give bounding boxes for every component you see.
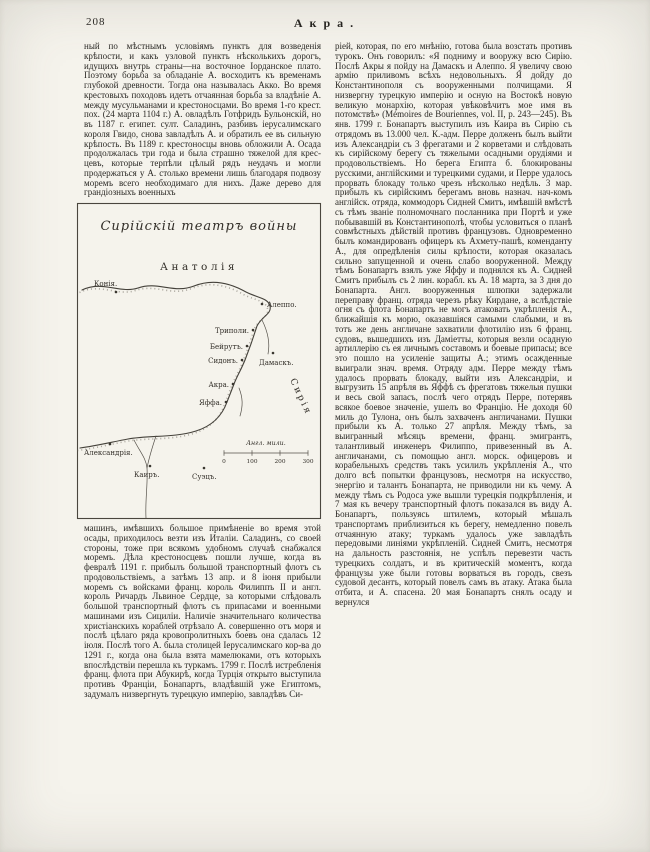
map-label-cairo: Каиръ. [134,471,160,479]
map-label-tripoli: Триполи. [214,327,249,335]
right-column-text: ріей, которая, по его мнѣнію, готова была возстать противъ турокъ. Онъ говорилъ: «Я подниму и вооружу всю Сирію. Послѣ Акры я пойду на Дамаскъ и Алеппо. Я увеличу свою армію приливомъ всѣхъ недовольныхъ. Я дойду до Константинополя съ вооруженными полчищами. Я низвергну турецкую имперію и осную на Востокѣ новую великую монархію, которая увѣковѣчитъ мое имя въ потомствѣ» (Mémoires de Bouriennes, vol. II, p. 243—245). Въ янв. 1799 г. Бонапартъ выступилъ изъ Каира въ Сирію съ отрядомъ въ 13.000 чел. К.-адм. Перре долженъ былъ выйти изъ Александріи съ 3 фрегатами и 2 корветами и слѣдовать къ сирійскому берегу съ тяжелыми осадными орудіями и продовольствіемъ. Но берега Египта б. блокированы русскими, англійскими и турецкими судами, и Перре удалось прорвать блокаду только чрезъ нѣсколько недѣль. 3 мар. прибылъ къ сирійскимъ берегамъ вновь назнач. нач-комъ англійск. отряда, коммодоръ Сидней Смитъ, имѣвшій вмѣстѣ съ тѣмъ званіе полномочнаго посланника при Портѣ и уже побывавшій въ Константинополѣ, чтобы условиться о планѣ совмѣстныхъ дѣйствій противъ французовъ. Одновременно былъ командированъ офицеръ къ Ахмету-пашѣ, коменданту А., для опредѣленія силы крѣпости, которая оказалась сильно запущенной и очень слабо вооруженной. Между тѣмъ Бонапартъ взялъ уже Яффу и поднялся къ А. Сидней Смитъ прибылъ съ 2 лин. корабл. къ А. 18 марта, за 3 дня до Бонапарта. Англ. вооруженныя шлюпки задержали переправу франц. отряда черезъ рѣку Кирдане, а вслѣдствіе огня съ флота Бонапартъ не могъ атаковать укрѣпленія А., ближайшія къ морю, оказавшіяся самыми слабыми, и въ тотъ же день англичане захватили флотилію изъ 6 франц. судовъ, вышедшихъ изъ Даміетты, которыя везли осадную артиллерію съ ея личнымъ составомъ и боевые припасы; все это пошло на усиленіе защиты А.; этимъ осажденные выиграли знач. время. Отряду адм. Перре между тѣмъ удалось прорвать блокаду, выйти изъ Александріи, и выгрузить 15 апрѣля въ Яффѣ съ фрегатовъ тяжелыя пушки и весь свой запасъ, послѣ чего отрядъ Перре, потерявъ всякое боевое значеніе, ушелъ во Францію. Не доходя 60 миль до Тулона, онъ былъ захваченъ англичанами. Пушки прибыли къ А. только 27 апрѣля. Между тѣмъ, за выигранный мѣсяцъ времени, франц. эмигрантъ, талантливый инженеръ Филиппо, привезенный въ А. англичанами, съ помощью англ. морск. офицеровъ и корабельныхъ средствъ такъ усилилъ укрѣпленія А., что долго всѣ попытки французовъ, несмотря на искусство, энергію и талантъ Бонапарта, не приводили ни къ чему. А между тѣмъ съ Родоса уже вышли турецкія подкрѣпленія, и 7 мая къ вечеру транспортный флотъ показался въ виду А. Бонапартъ, пользуясь штилемъ, который мѣшалъ транспортамъ приблизиться къ берегу, немедленно повелъ отчаянную атаку; туркамъ удалось уже завладѣть передовыми линіями укрѣпленій. Сидней Смитъ, несмотря на дальность разстоянія, не успѣлъ перевезти часть турецкихъ солдатъ, и въ критическій моментъ, когда французы уже были готовы ворваться въ городъ, свезъ судовой десантъ, который повелъ самъ въ атаку. Атака была отбита, и А. спасена. 20 мая Бонапартъ снялъ осаду и вернулся [335,41,573,607]
map-label-aleppo: Алеппо. [267,301,297,309]
map-figure [76,202,322,520]
scale-tick-label: 100 [246,459,258,465]
map-label-damascus: Дамаскъ. [259,359,294,367]
page-header [84,16,570,32]
page-number: 208 [86,16,106,28]
scale-tick-label: 0 [222,459,226,465]
map-label-beirut: Бейрутъ. [209,343,243,351]
scale-tick-label: 200 [274,459,286,465]
coast-hatching [78,285,268,451]
beirut-dot [246,345,249,348]
orontes-river [262,320,269,354]
scale-tick-label: 300 [302,459,314,465]
acre-dot [232,383,235,386]
map-label-syria: Сирія [287,377,314,418]
map-label-jaffa: Яффа. [198,399,222,407]
damascus-dot [272,352,275,355]
coastline [80,282,270,448]
jaffa-dot [225,401,228,404]
nile-delta-branch [147,436,156,468]
page-title: Акра. [293,16,361,30]
suez-dot [203,467,206,470]
map-title: Сирійскій театръ войны [100,219,298,234]
left-column-top-text: ный по мѣстнымъ условіямъ пунктъ для возведенія крѣпости, и какъ узловой пунктъ нѣсколькихъ дорогъ, идущихъ внутрь страны—на восточное Іорданское плато. Поэтому борьба за обладаніе А. восходитъ къ временамъ глубокой древности. Тогда она называлась Акко. Во время крестовыхъ походовъ идетъ отчаянная борьба за владѣніе А. между мусульманами и крестоносцами. Во время 1-го крест. пох. (24 марта 1104 г.) А. овладѣлъ Готфридъ Бульонскій, но въ 1187 г. египет. султ. Саладинъ, разбивъ іерусалимскаго короля Гвидо, снова завладѣлъ А. и обратилъ ее въ сильную крѣпость. Въ 1189 г. крестоносцы вновь обложили А. Осада продолжалась три года и была страшно тяжелой для крес-цевъ, которые терпѣли цѣлый рядъ неудачъ и могли продержаться у А. столько времени лишь благодаря подвозу моремъ всего необходимаго для нихъ. Даже дерево для грандіозныхъ военныхъ [84,41,321,198]
tripoli-dot [252,329,255,332]
map-scale [222,440,314,465]
map-scale-label: Англ. мили. [246,440,286,447]
left-column-bottom-text: машинъ, имѣвшихъ большое примѣненіе во время этой осады, приходилось везти изъ Италіи. Саладинъ, со своей стороны, тоже при всякомъ удобномъ случаѣ снабжался моремъ. Дѣла крестоносцевъ пошли лучше, когда въ февралѣ 1191 г. прибылъ большой транспортный флотъ съ продовольствіемъ, а затѣмъ 13 апр. и 8 іюня прибыли моремъ съ войсками франц. король Филиппъ II и англ. король Ричардъ Львиное Сердце, за которыми слѣдовалъ большой транспортный флотъ съ припасами и военными машинами изъ Сициліи. Наличіе значительнаго количества христіанскихъ кораблей отрѣзало А. совершенно отъ моря и послѣ цѣлаго ряда кровопролитныхъ боевъ она сдалась 12 іюля. Послѣ того А. была столицей Іерусалимскаго кор-ва до 1291 г., когда она была взята мамелюками, отъ которыхъ впослѣдствіи перешла къ туркамъ. 1799 г. Послѣ истребленія франц. флота при Абукирѣ, когда Турція открыто выступила противъ Франціи, Бонапартъ, владѣвшій уже Египтомъ, задумалъ низвергнуть турецкую имперію, завладѣвъ Си- [84,523,321,699]
alexandria-dot [109,443,112,446]
text-columns [84,42,572,700]
map-region-label: Анатолія [160,261,238,273]
map-label-acre: Акра. [208,381,229,389]
map-label-konia: Конія. [94,280,118,288]
konia-dot [115,291,118,294]
right-column [335,42,572,700]
map-drawing [76,202,322,520]
map-label-alexandria: Александрія. [84,449,133,457]
left-column [84,42,321,700]
jordan-river [239,388,242,416]
aleppo-dot [261,303,264,306]
nile-river [134,440,147,518]
map-label-sidon: Сидонъ. [208,357,238,365]
map-label-suez: Суэцъ. [192,473,217,481]
sidon-dot [241,359,244,362]
cairo-dot [149,465,152,468]
